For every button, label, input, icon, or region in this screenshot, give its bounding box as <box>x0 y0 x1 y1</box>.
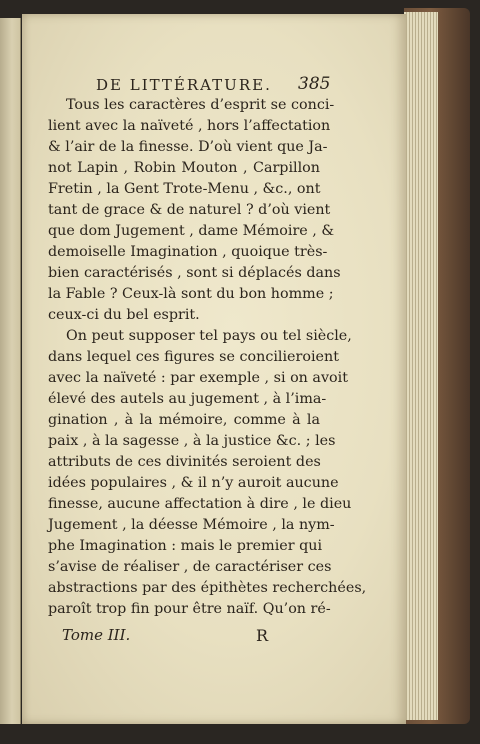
text-line: paix , à la sagesse , à la justice &c. ; les <box>48 433 336 449</box>
page-edges <box>404 12 438 720</box>
text-line: On peut supposer tel pays ou tel siècle, <box>66 328 352 344</box>
text-line: abstractions par des épithètes recherchées, <box>48 580 367 596</box>
text-line: bien caractérisés , sont si déplacés dans <box>48 265 341 281</box>
text-line: s’avise de réaliser , de caractériser ces <box>48 559 332 575</box>
volume-signature: Tome III. <box>62 626 131 644</box>
running-head: DE LITTÉRATURE. <box>96 76 272 94</box>
text-line: not Lapin , Robin Mouton , Carpillon <box>48 160 320 176</box>
text-line: dans lequel ces figures se concilieroient <box>48 349 339 365</box>
text-line: Tous les caractères d’esprit se conci- <box>66 97 335 113</box>
text-line: avec la naïveté : par exemple , si on avoit <box>48 370 348 386</box>
page-number: 385 <box>298 74 331 94</box>
text-line: que dom Jugement , dame Mémoire , & <box>48 223 335 239</box>
text-line: demoiselle Imagination , quoique très- <box>48 244 328 260</box>
facing-page-edge <box>0 18 21 724</box>
text-line: idées populaires , & il n’y auroit aucune <box>48 475 339 491</box>
text-line: attributs de ces divinités seroient des <box>48 454 321 470</box>
text-line: ceux-ci du bel esprit. <box>48 307 200 323</box>
text-line: Fretin , la Gent Trote-Menu , &c., ont <box>48 181 321 197</box>
text-line: paroît trop fin pour être naïf. Qu’on ré- <box>48 601 331 617</box>
gathering-signature: R <box>256 626 269 645</box>
text-line: gination , à la mémoire, comme à la <box>48 412 320 428</box>
text-line: & l’air de la finesse. D’où vient que Ja- <box>48 139 328 155</box>
text-line: élevé des autels au jugement , à l’ima- <box>48 391 327 407</box>
text-line: Jugement , la déesse Mémoire , la nym- <box>48 517 335 533</box>
text-line: lient avec la naïveté , hors l’affectation <box>48 118 331 134</box>
text-line: tant de grace & de naturel ? d’où vient <box>48 202 331 218</box>
text-line: finesse, aucune affectation à dire , le dieu <box>48 496 352 512</box>
text-line: phe Imagination : mais le premier qui <box>48 538 323 554</box>
text-line: la Fable ? Ceux-là sont du bon homme ; <box>48 286 334 302</box>
